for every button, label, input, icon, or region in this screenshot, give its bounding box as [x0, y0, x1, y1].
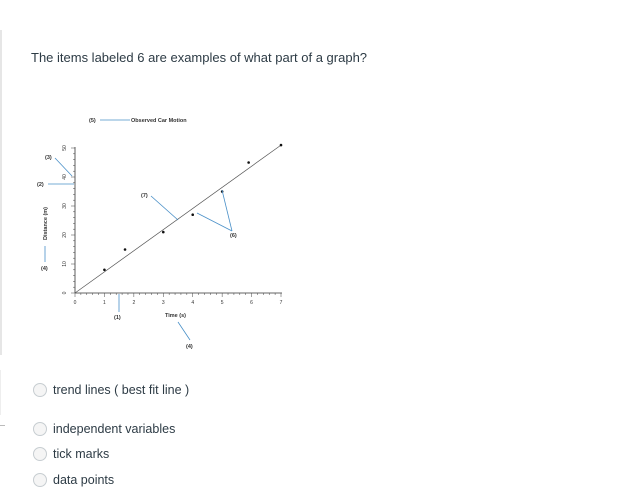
- y-tick-label: 30: [62, 203, 68, 209]
- x-tick-label: 5: [220, 300, 224, 306]
- x-tick-label: 0: [73, 300, 77, 306]
- y-axis-label: Distance (m): [43, 206, 49, 240]
- x-tick-label: 6: [250, 300, 253, 306]
- label-3: (3): [45, 155, 52, 161]
- label-4-y: (4): [41, 266, 48, 272]
- y-tick-label: 40: [62, 174, 68, 180]
- question-text: The items labeled 6 are examples of what part of a graph?: [31, 50, 368, 65]
- y-tick-label: 20: [62, 232, 68, 238]
- label-1: (1): [114, 315, 121, 321]
- label-7: (7): [141, 193, 148, 199]
- x-tick-label: 1: [103, 300, 106, 306]
- answer-option-tick-marks[interactable]: [33, 447, 109, 461]
- answer-option-data-points[interactable]: [33, 473, 114, 487]
- label-6: (6): [230, 233, 237, 239]
- y-tick-label: 50: [62, 145, 68, 151]
- x-tick-label: 2: [132, 300, 136, 306]
- answer-option-independent-variables[interactable]: [33, 422, 175, 436]
- x-tick-label: 3: [161, 300, 165, 306]
- x-tick-label: 4: [191, 300, 195, 306]
- answer-label: trend lines ( best fit line ): [53, 383, 190, 397]
- x-axis-label: Time (s): [165, 313, 186, 319]
- y-tick-label: 10: [62, 261, 68, 267]
- label-4-x: (4): [186, 344, 193, 350]
- radio-button[interactable]: [33, 447, 47, 461]
- y-tick-label: 0: [62, 291, 68, 295]
- answer-label: data points: [53, 473, 115, 487]
- answer-option-trend-lines[interactable]: [33, 383, 189, 397]
- radio-button[interactable]: [33, 473, 47, 487]
- label-2: (2): [37, 182, 44, 188]
- graph-title: Observed Car Motion: [131, 118, 187, 124]
- radio-button[interactable]: [33, 383, 47, 397]
- x-tick-label: 7: [279, 300, 283, 306]
- answer-label: independent variables: [53, 422, 176, 436]
- answer-label: tick marks: [53, 447, 110, 461]
- radio-button[interactable]: [33, 422, 47, 436]
- graph-title-marker: (5): [89, 118, 96, 124]
